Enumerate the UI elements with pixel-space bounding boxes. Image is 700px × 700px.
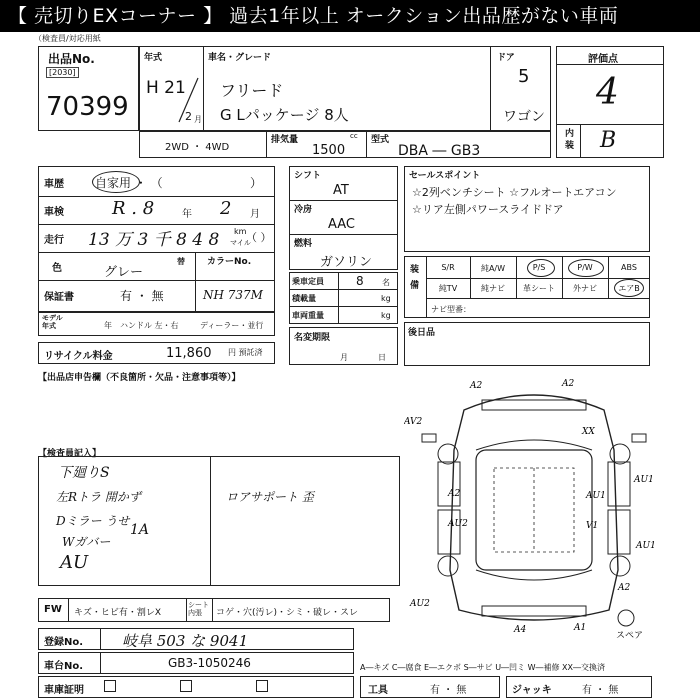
mileage-paren: （ ） [246, 231, 272, 244]
body-type: ワゴン [503, 109, 545, 125]
capacity-value: 8 [356, 274, 364, 288]
mileage-label: 走行 [44, 235, 64, 246]
mark-a2-3: A2 [448, 489, 461, 499]
equip-aw: 純A/W [480, 264, 506, 273]
sales-point-2: ☆リア左側パワースライドドア [412, 203, 564, 216]
mark-au1-2: AU1 [634, 475, 654, 485]
color-value: グレー [104, 265, 144, 280]
displacement-unit: cc [350, 132, 358, 140]
inspector-line-6: Wガバー [62, 535, 111, 549]
recycle-unit: 円 預託済 [228, 348, 263, 357]
seat-label: シート内張 [188, 601, 209, 617]
dealer-type: ディーラー・並行 [200, 321, 264, 330]
inspector-line-3: ロアサポート 歪 [226, 490, 314, 504]
banner: 【 売切りEXコーナー 】 過去1年以上 オークション出品歴がない車両 [0, 0, 700, 32]
jack-value: 有 ・ 無 [582, 685, 619, 696]
equipment-label: 装備 [410, 265, 420, 291]
load-unit: kg [381, 294, 391, 303]
history-label: 車歴 [44, 179, 64, 190]
inspector-line-4: Dミラー うせ [56, 514, 130, 528]
ps-circle [527, 259, 555, 277]
inspector-line-2: 左Rトラ 開かず [56, 490, 141, 504]
inspector-line-7: AU [60, 552, 89, 573]
capacity-label: 乗車定員 [292, 277, 324, 286]
year-era: H 21 [146, 78, 186, 98]
tools-label: 工具 [368, 685, 388, 696]
inspector-label: 【検査員記入】 [38, 449, 102, 459]
mark-av2: AV2 [404, 417, 423, 427]
garage-check-1[interactable] [104, 680, 116, 692]
history-close: ） [250, 176, 263, 190]
color-change: 替 [177, 257, 185, 266]
equip-pw: P/W [577, 263, 593, 272]
score-value: 4 [596, 72, 619, 113]
warranty-value: 有 ・ 無 [120, 289, 164, 303]
spare-label: スペア [616, 631, 644, 640]
garage-check-3[interactable] [256, 680, 268, 692]
drive-type: 2WD ・ 4WD [165, 142, 230, 153]
damage-legend: A―キズ C―腐食 E―エクボ S―サビ U―凹ミ W―補修 XX―交換済 [360, 663, 606, 672]
mileage-value: 13 万 3 千 8 4 8 [88, 230, 220, 250]
year-month-unit: 月 [194, 115, 202, 124]
mark-a1: A1 [574, 623, 587, 633]
sales-point-1: ☆2列ベンチシート ☆フルオートエアコン [412, 186, 617, 199]
inspection-year-unit: 年 [182, 209, 192, 220]
mark-v1: V1 [586, 521, 599, 531]
name-change-month: 月 [340, 353, 348, 362]
mark-au1-3: AU1 [636, 541, 656, 551]
mark-a2-2: A2 [562, 379, 575, 389]
lot-number: 70399 [46, 92, 129, 122]
weight-unit: kg [381, 311, 391, 320]
year-month: 2 [185, 110, 192, 123]
navi-model-label: ナビ型番： [431, 305, 471, 314]
handle-side: ハンドル 左・右 [120, 321, 179, 330]
mileage-mile: マイル [230, 239, 251, 247]
garage-check-2[interactable] [180, 680, 192, 692]
header-sub: （検査員/対応用紙 [34, 34, 101, 43]
car-name: フリード [220, 81, 284, 100]
airbag-circle [614, 279, 644, 297]
inspection-era: R . 8 [112, 198, 155, 219]
seat-text: コゲ・穴(汚レ)・シミ・破レ・スレ [216, 608, 359, 618]
weight-label: 車両重量 [292, 311, 324, 320]
shift-label: シフト [294, 171, 322, 181]
chassis-value: GB3-1050246 [168, 656, 251, 670]
mark-a2-1: A2 [470, 381, 483, 391]
mark-xx: XX [582, 427, 595, 437]
equip-sr: S/R [441, 263, 455, 272]
equip-navi: 純ナビ [481, 284, 505, 293]
fw-text: キズ・ヒビ有・割レX [74, 608, 161, 618]
history-circle [92, 171, 140, 193]
interior-value: B [600, 128, 617, 153]
ac-label: 冷房 [294, 205, 313, 215]
equip-leather: 革シート [523, 284, 555, 293]
garage-row [38, 676, 354, 698]
equip-tv: 純TV [438, 284, 458, 293]
tools-value: 有 ・ 無 [430, 685, 467, 696]
color-no-label: カラーNo. [207, 257, 252, 267]
inspection-label: 車検 [44, 207, 64, 218]
car-damage-diagram [404, 370, 664, 640]
model-value: DBA ― GB3 [398, 143, 481, 159]
lot-stamp: [2030] [46, 67, 79, 78]
notes-box [404, 322, 650, 366]
fw-label: FW [44, 604, 62, 615]
reg-value: 岐阜 503 な 9041 [122, 632, 249, 650]
inspection-month-unit: 月 [250, 209, 260, 220]
equip-ext-navi: 外ナビ [573, 284, 597, 293]
fuel-label: 燃料 [294, 239, 313, 249]
pw-circle [568, 259, 604, 277]
inspection-month: 2 [220, 198, 232, 219]
equip-ps: P/S [532, 263, 546, 272]
seller-notes-label: 【出品店申告欄（不良箇所・欠品・注意事項等）】 [38, 373, 241, 383]
score-label: 評価点 [588, 54, 618, 65]
year-label: 年式 [144, 53, 163, 63]
recycle-value: 11,860 [166, 346, 212, 361]
history-value: 自家用 ・ （ [95, 176, 163, 190]
mileage-km: km [234, 227, 247, 236]
mark-au2-2: AU2 [410, 599, 430, 609]
mark-a2-4: A2 [618, 583, 631, 593]
load-label: 積載量 [292, 294, 316, 303]
chassis-label: 車台No. [44, 661, 84, 672]
inspector-line-5: 1A [130, 522, 150, 538]
ac-value: AAC [328, 217, 355, 232]
mark-au1-1: AU1 [586, 491, 606, 501]
name-change-day: 日 [378, 353, 386, 362]
inspector-line-1: 下廻りS [58, 465, 110, 481]
mark-a4: A4 [514, 625, 527, 635]
interior-label: 内装 [565, 129, 575, 151]
fuel-value: ガソリン [320, 255, 373, 270]
notes-label: 後日品 [408, 328, 436, 338]
displacement-value: 1500 [312, 143, 346, 158]
equip-abs: ABS [621, 263, 637, 272]
equip-airbag: エアB [618, 284, 640, 293]
color-no-value: NH 737M [203, 288, 263, 302]
model-label: 型式 [371, 135, 390, 145]
car-grade: G Lパッケージ 8人 [220, 106, 349, 124]
warranty-label: 保証書 [44, 292, 74, 303]
recycle-label: リサイクル料金 [44, 351, 113, 362]
car-label: 車名・グレード [208, 53, 272, 63]
door-value: 5 [518, 66, 530, 87]
name-change-label: 名変期限 [294, 333, 331, 343]
door-label: ドア [497, 53, 515, 63]
sales-points-label: セールスポイント [409, 171, 481, 181]
garage-label: 車庫証明 [44, 685, 84, 696]
jack-label: ジャッキ [512, 685, 552, 696]
model-year-label: モデル年式 [42, 314, 63, 330]
model-year-unit: 年 [104, 321, 112, 330]
color-label: 色 [52, 263, 62, 274]
displacement-label: 排気量 [271, 135, 299, 145]
capacity-unit: 名 [382, 278, 390, 287]
shift-value: AT [333, 183, 349, 198]
mark-au2-1: AU2 [448, 519, 468, 529]
lot-label: 出品No. [48, 52, 95, 66]
reg-label: 登録No. [44, 637, 84, 648]
